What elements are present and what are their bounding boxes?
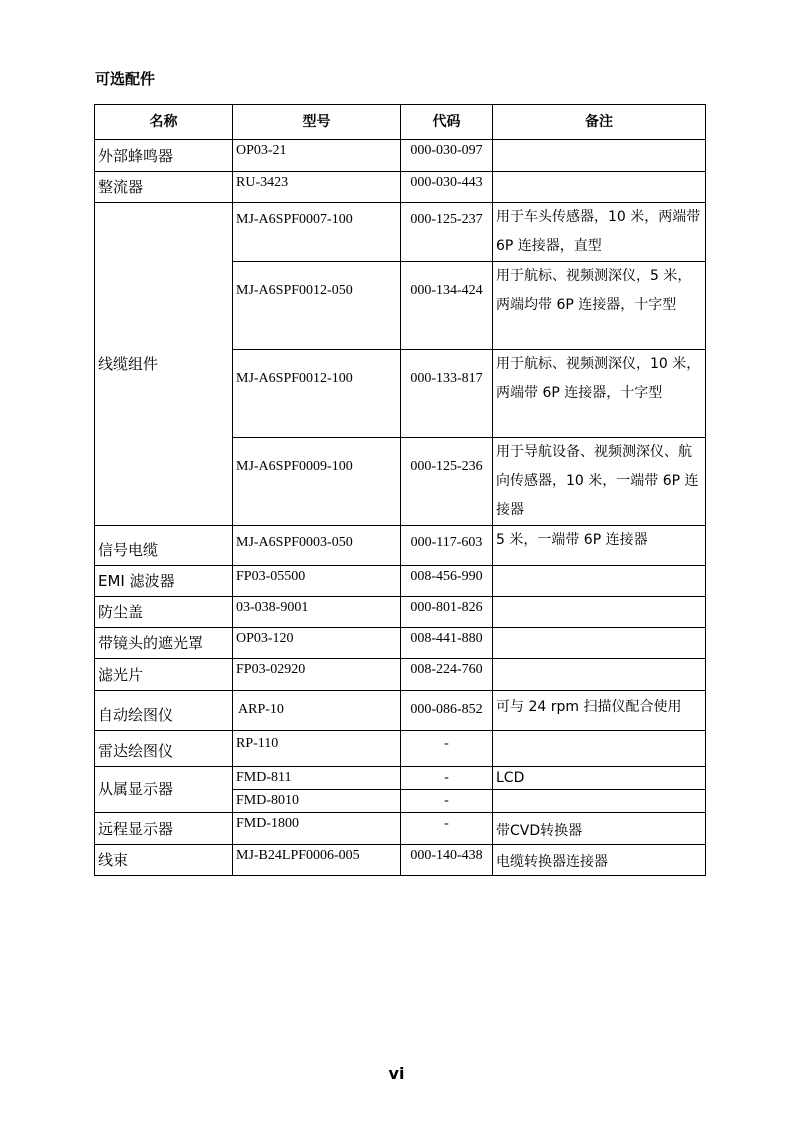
accessories-table: [94, 104, 706, 876]
cell-model: FP03-05500: [233, 566, 401, 597]
cell-remarks: 可与 24 rpm 扫描仪配合使用: [493, 691, 706, 731]
cell-code: 000-117-603: [401, 526, 493, 566]
table-row: [95, 566, 706, 597]
table-row: [95, 172, 706, 203]
header-name: 名称: [95, 105, 233, 140]
cell-remarks: 用于导航设备、视频测深仪、航向传感器，10 米，一端带 6P 连接器: [493, 438, 706, 526]
cell-model: MJ-A6SPF0012-100: [233, 350, 401, 438]
cell-remarks: 用于车头传感器，10 米，两端带 6P 连接器，直型: [493, 203, 706, 262]
table-row: [95, 767, 706, 790]
cell-code: 000-134-424: [401, 262, 493, 350]
cell-model: 03-038-9001: [233, 597, 401, 628]
cell-name: 雷达绘图仪: [95, 731, 233, 767]
table-header-row: [95, 105, 706, 140]
cell-model: MJ-A6SPF0003-050: [233, 526, 401, 566]
cell-code: -: [401, 767, 493, 790]
cell-name: EMI 滤波器: [95, 566, 233, 597]
cell-name: 远程显示器: [95, 813, 233, 845]
cell-remarks: 5 米，一端带 6P 连接器: [493, 526, 706, 566]
cell-remarks: 电缆转换器连接器: [493, 845, 706, 876]
table-row: [95, 597, 706, 628]
cell-code: 000-086-852: [401, 691, 493, 731]
cell-code: 008-224-760: [401, 659, 493, 691]
cell-model: RP-110: [233, 731, 401, 767]
cell-model: FMD-8010: [233, 790, 401, 813]
cell-model: FMD-811: [233, 767, 401, 790]
cell-code: 000-030-097: [401, 140, 493, 172]
cell-code: 008-456-990: [401, 566, 493, 597]
cell-model: OP03-120: [233, 628, 401, 659]
cell-code: 000-140-438: [401, 845, 493, 876]
table-row: [95, 659, 706, 691]
table-row: [95, 845, 706, 876]
cell-name: 防尘盖: [95, 597, 233, 628]
header-remarks: 备注: [493, 105, 706, 140]
cell-name: 带镜头的遮光罩: [95, 628, 233, 659]
cell-code: 000-133-817: [401, 350, 493, 438]
cell-remarks: [493, 597, 706, 628]
cell-remarks: 带CVD转换器: [493, 813, 706, 845]
cell-code: -: [401, 790, 493, 813]
cell-remarks: 用于航标、视频测深仪，5 米，两端均带 6P 连接器，十字型: [493, 262, 706, 350]
cell-remarks: [493, 628, 706, 659]
table-row: [95, 813, 706, 845]
cell-model: MJ-B24LPF0006-005: [233, 845, 401, 876]
cell-remarks: [493, 731, 706, 767]
cell-model: OP03-21: [233, 140, 401, 172]
page-title: 可选配件: [95, 70, 156, 88]
cell-model: MJ-A6SPF0012-050: [233, 262, 401, 350]
cell-remarks: [493, 140, 706, 172]
cell-remarks: 用于航标、视频测深仪，10 米，两端带 6P 连接器，十字型: [493, 350, 706, 438]
table-row: [95, 140, 706, 172]
cell-name: 滤光片: [95, 659, 233, 691]
table-row: [95, 731, 706, 767]
cell-remarks: [493, 790, 706, 813]
cell-remarks: [493, 566, 706, 597]
cell-model: ARP-10: [233, 691, 401, 731]
cell-name: 整流器: [95, 172, 233, 203]
cell-code: -: [401, 813, 493, 845]
cell-code: 000-030-443: [401, 172, 493, 203]
table-row: [95, 526, 706, 566]
cell-remarks: LCD: [493, 767, 706, 790]
cell-remarks: [493, 172, 706, 203]
cell-code: 000-125-237: [401, 203, 493, 262]
page-number: vi: [388, 1064, 405, 1083]
header-code: 代码: [401, 105, 493, 140]
table-row: [95, 628, 706, 659]
table-row: [95, 203, 706, 262]
cell-name: 线束: [95, 845, 233, 876]
cell-model: MJ-A6SPF0009-100: [233, 438, 401, 526]
cell-code: 000-801-826: [401, 597, 493, 628]
cell-code: 000-125-236: [401, 438, 493, 526]
cell-model: FP03-02920: [233, 659, 401, 691]
cell-model: RU-3423: [233, 172, 401, 203]
cell-name: 从属显示器: [95, 767, 233, 813]
table-row: [95, 691, 706, 731]
cell-code: -: [401, 731, 493, 767]
cell-model: MJ-A6SPF0007-100: [233, 203, 401, 262]
cell-remarks: [493, 659, 706, 691]
cell-name: 信号电缆: [95, 526, 233, 566]
header-model: 型号: [233, 105, 401, 140]
cell-name: 线缆组件: [95, 203, 233, 526]
cell-name: 外部蜂鸣器: [95, 140, 233, 172]
cell-model: FMD-1800: [233, 813, 401, 845]
cell-name: 自动绘图仪: [95, 691, 233, 731]
cell-code: 008-441-880: [401, 628, 493, 659]
